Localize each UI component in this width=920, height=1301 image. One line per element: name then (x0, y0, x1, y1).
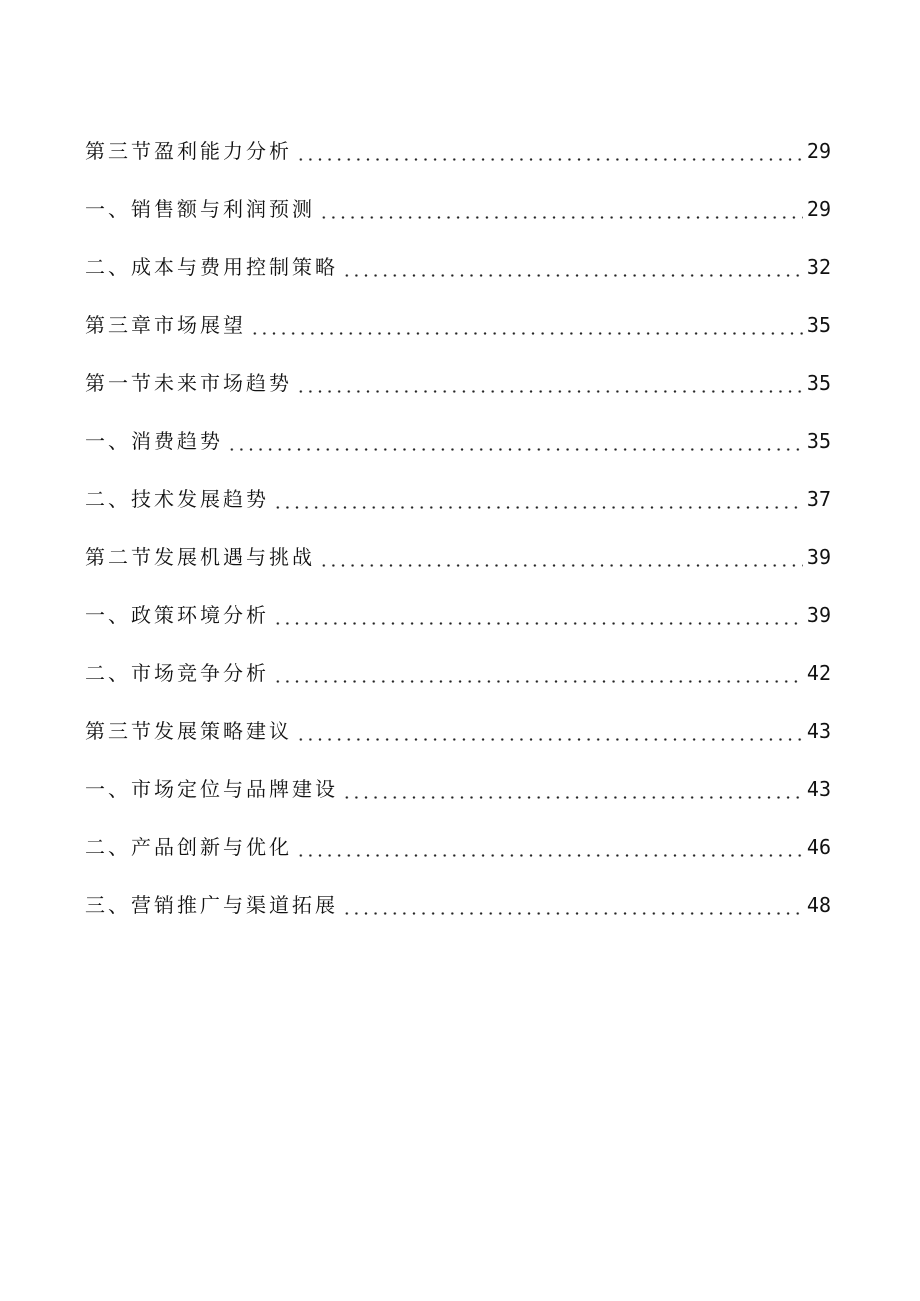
toc-entry[interactable] (85, 345, 831, 403)
toc-entry-title: 第一节未来市场趋势 (85, 371, 292, 395)
toc-entry-title: 一、销售额与利润预测 (85, 197, 315, 221)
toc-dot-leader (250, 310, 803, 336)
toc-page-number: 37 (806, 487, 831, 511)
toc-entry-title: 一、消费趋势 (85, 429, 223, 453)
toc-entry-title: 二、市场竞争分析 (85, 661, 269, 685)
toc-dot-leader (227, 426, 803, 452)
toc-entry[interactable] (85, 113, 831, 171)
toc-entry-title: 二、产品创新与优化 (85, 835, 292, 859)
toc-entry-title: 第三节盈利能力分析 (85, 139, 292, 163)
toc-dot-leader (342, 252, 803, 278)
toc-dot-leader (319, 194, 803, 220)
toc-page-number: 29 (806, 197, 831, 221)
toc-entry-title: 二、技术发展趋势 (85, 487, 269, 511)
toc-entry[interactable] (85, 461, 831, 519)
toc-page-number: 43 (806, 719, 831, 743)
toc-page-number: 39 (806, 603, 831, 627)
toc-entry[interactable] (85, 809, 831, 867)
toc-entry-title: 第二节发展机遇与挑战 (85, 545, 315, 569)
toc-entry[interactable] (85, 867, 831, 925)
toc-entry[interactable] (85, 635, 831, 693)
toc-page-number: 46 (806, 835, 831, 859)
toc-entry[interactable] (85, 519, 831, 577)
toc-page-number: 39 (806, 545, 831, 569)
toc-entry[interactable] (85, 229, 831, 287)
toc-page-number: 43 (806, 777, 831, 801)
toc-dot-leader (342, 774, 803, 800)
toc-entry-title: 第三节发展策略建议 (85, 719, 292, 743)
toc-entry-title: 二、成本与费用控制策略 (85, 255, 338, 279)
toc-entry[interactable] (85, 751, 831, 809)
toc-entry-title: 一、市场定位与品牌建设 (85, 777, 338, 801)
toc-entry[interactable] (85, 577, 831, 635)
toc-dot-leader (296, 832, 803, 858)
toc-dot-leader (273, 484, 803, 510)
toc-page-number: 48 (806, 893, 831, 917)
toc-dot-leader (296, 716, 803, 742)
toc-dot-leader (273, 600, 803, 626)
toc-dot-leader (319, 542, 803, 568)
toc-dot-leader (342, 890, 803, 916)
toc-entry-title: 一、政策环境分析 (85, 603, 269, 627)
toc-entry[interactable] (85, 403, 831, 461)
toc-entry-title: 三、营销推广与渠道拓展 (85, 893, 338, 917)
toc-page-number: 32 (806, 255, 831, 279)
toc-page-number: 42 (806, 661, 831, 685)
toc-dot-leader (296, 368, 803, 394)
table-of-contents (85, 113, 831, 925)
toc-entry[interactable] (85, 287, 831, 345)
toc-entry[interactable] (85, 171, 831, 229)
toc-page-number: 35 (806, 313, 831, 337)
toc-page-number: 35 (806, 429, 831, 453)
toc-entry[interactable] (85, 693, 831, 751)
toc-page-number: 29 (806, 139, 831, 163)
toc-dot-leader (296, 136, 803, 162)
toc-dot-leader (273, 658, 803, 684)
toc-entry-title: 第三章市场展望 (85, 313, 246, 337)
toc-page-number: 35 (806, 371, 831, 395)
